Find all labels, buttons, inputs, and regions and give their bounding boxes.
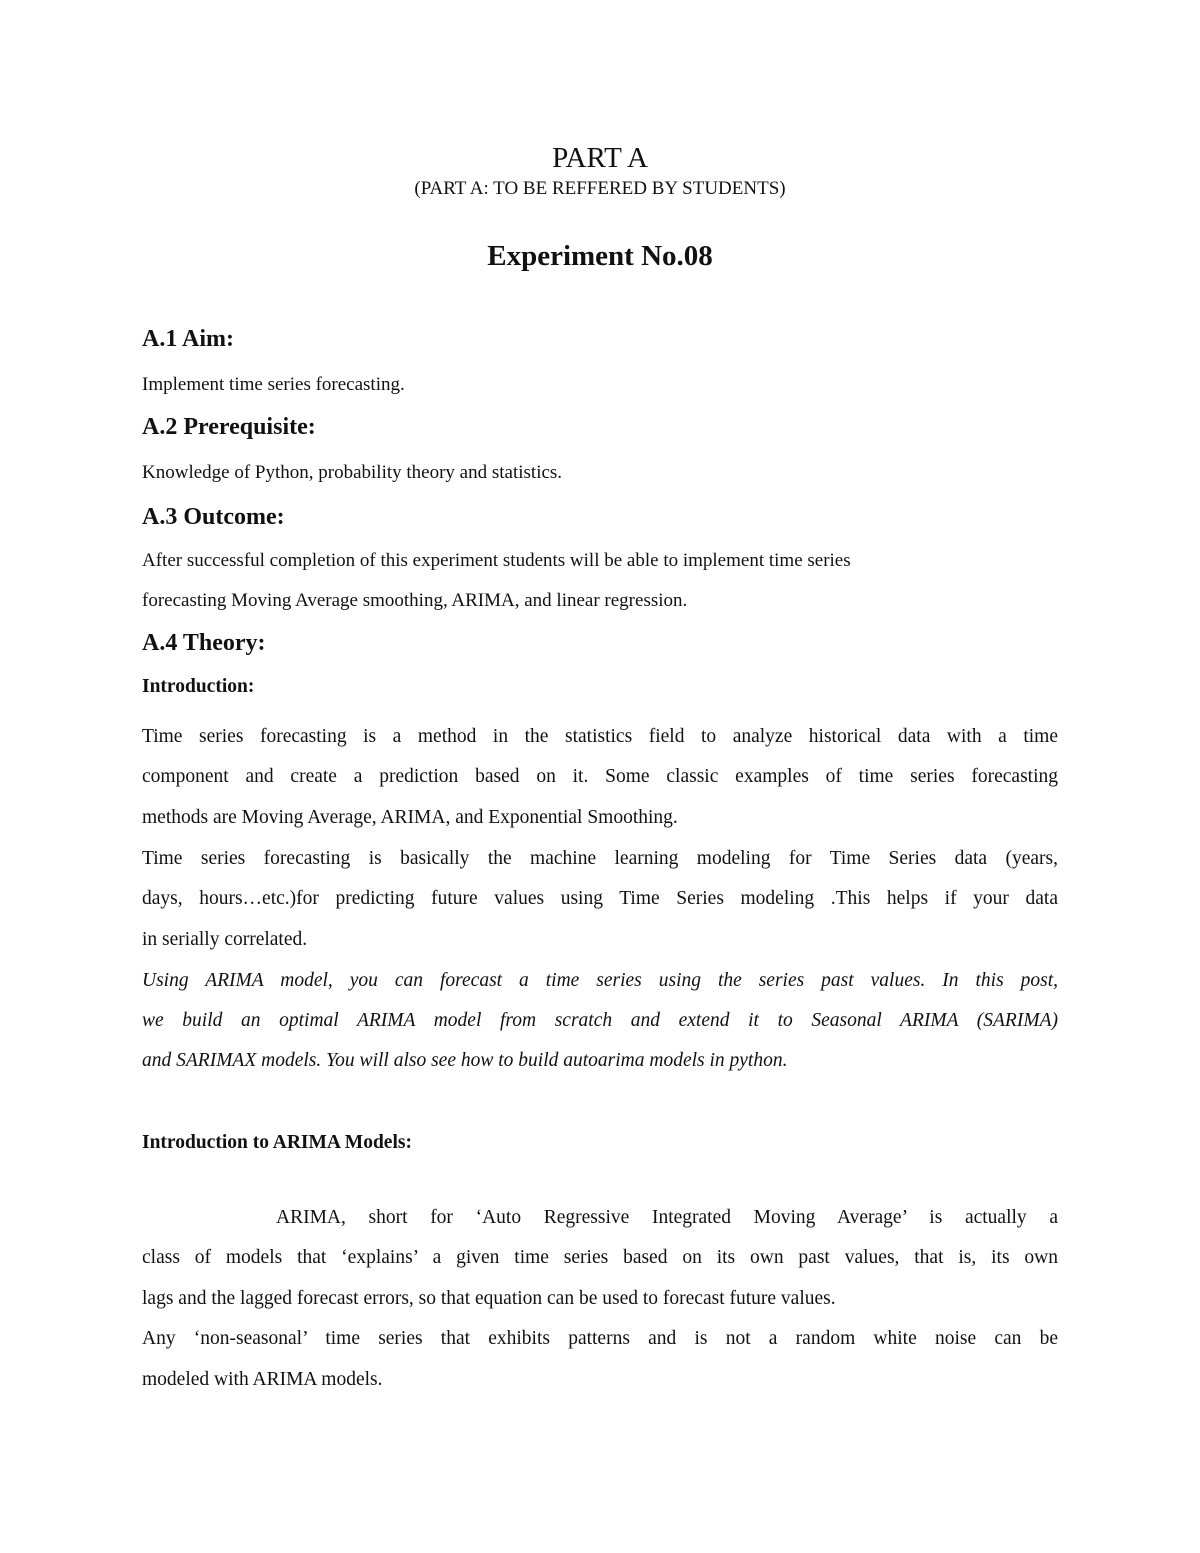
outcome-heading: A.3 Outcome: xyxy=(142,504,285,530)
italic-paragraph-line: and SARIMAX models. You will also see how to build autoarima models in python. xyxy=(142,1050,788,1071)
arima-intro-heading: Introduction to ARIMA Models: xyxy=(142,1132,412,1153)
paragraph-line: component and create a prediction based on it. Some classic examples of time series forecasting xyxy=(142,766,1058,787)
prerequisite-text: Knowledge of Python, probability theory and statistics. xyxy=(142,462,563,483)
paragraph-line: lags and the lagged forecast errors, so that equation can be used to forecast future values. xyxy=(142,1288,836,1309)
part-title: PART A xyxy=(552,142,648,174)
prerequisite-heading: A.2 Prerequisite: xyxy=(142,414,316,440)
part-subtitle: (PART A: TO BE REFFERED BY STUDENTS) xyxy=(414,178,786,199)
paragraph-line: Any ‘non-seasonal’ time series that exhibits patterns and is not a random white noise can be xyxy=(142,1328,1058,1349)
paragraph-line: methods are Moving Average, ARIMA, and Exponential Smoothing. xyxy=(142,807,678,828)
italic-paragraph-line: we build an optimal ARIMA model from scratch and extend it to Seasonal ARIMA (SARIMA) xyxy=(142,1010,1058,1031)
paragraph-line: days, hours…etc.)for predicting future values using Time Series modeling .This helps if your data xyxy=(142,888,1058,909)
aim-text: Implement time series forecasting. xyxy=(142,374,405,395)
italic-paragraph-line: Using ARIMA model, you can forecast a time series using the series past values. In this post, xyxy=(142,970,1058,991)
aim-heading: A.1 Aim: xyxy=(142,326,234,352)
paragraph-line: class of models that ‘explains’ a given time series based on its own past values, that is, its own xyxy=(142,1247,1058,1268)
experiment-title: Experiment No.08 xyxy=(487,240,713,272)
paragraph-line: Time series forecasting is a method in the statistics field to analyze historical data with a time xyxy=(142,726,1058,747)
outcome-line: forecasting Moving Average smoothing, ARIMA, and linear regression. xyxy=(142,590,688,611)
outcome-line: After successful completion of this experiment students will be able to implement time series xyxy=(142,550,851,571)
paragraph-line: modeled with ARIMA models. xyxy=(142,1369,383,1390)
paragraph-line: Time series forecasting is basically the machine learning modeling for Time Series data (years, xyxy=(142,848,1058,869)
paragraph-line: in serially correlated. xyxy=(142,929,308,950)
introduction-heading: Introduction: xyxy=(142,676,255,697)
paragraph-line: ARIMA, short for ‘Auto Regressive Integrated Moving Average’ is actually a xyxy=(276,1207,1058,1228)
theory-heading: A.4 Theory: xyxy=(142,630,266,656)
